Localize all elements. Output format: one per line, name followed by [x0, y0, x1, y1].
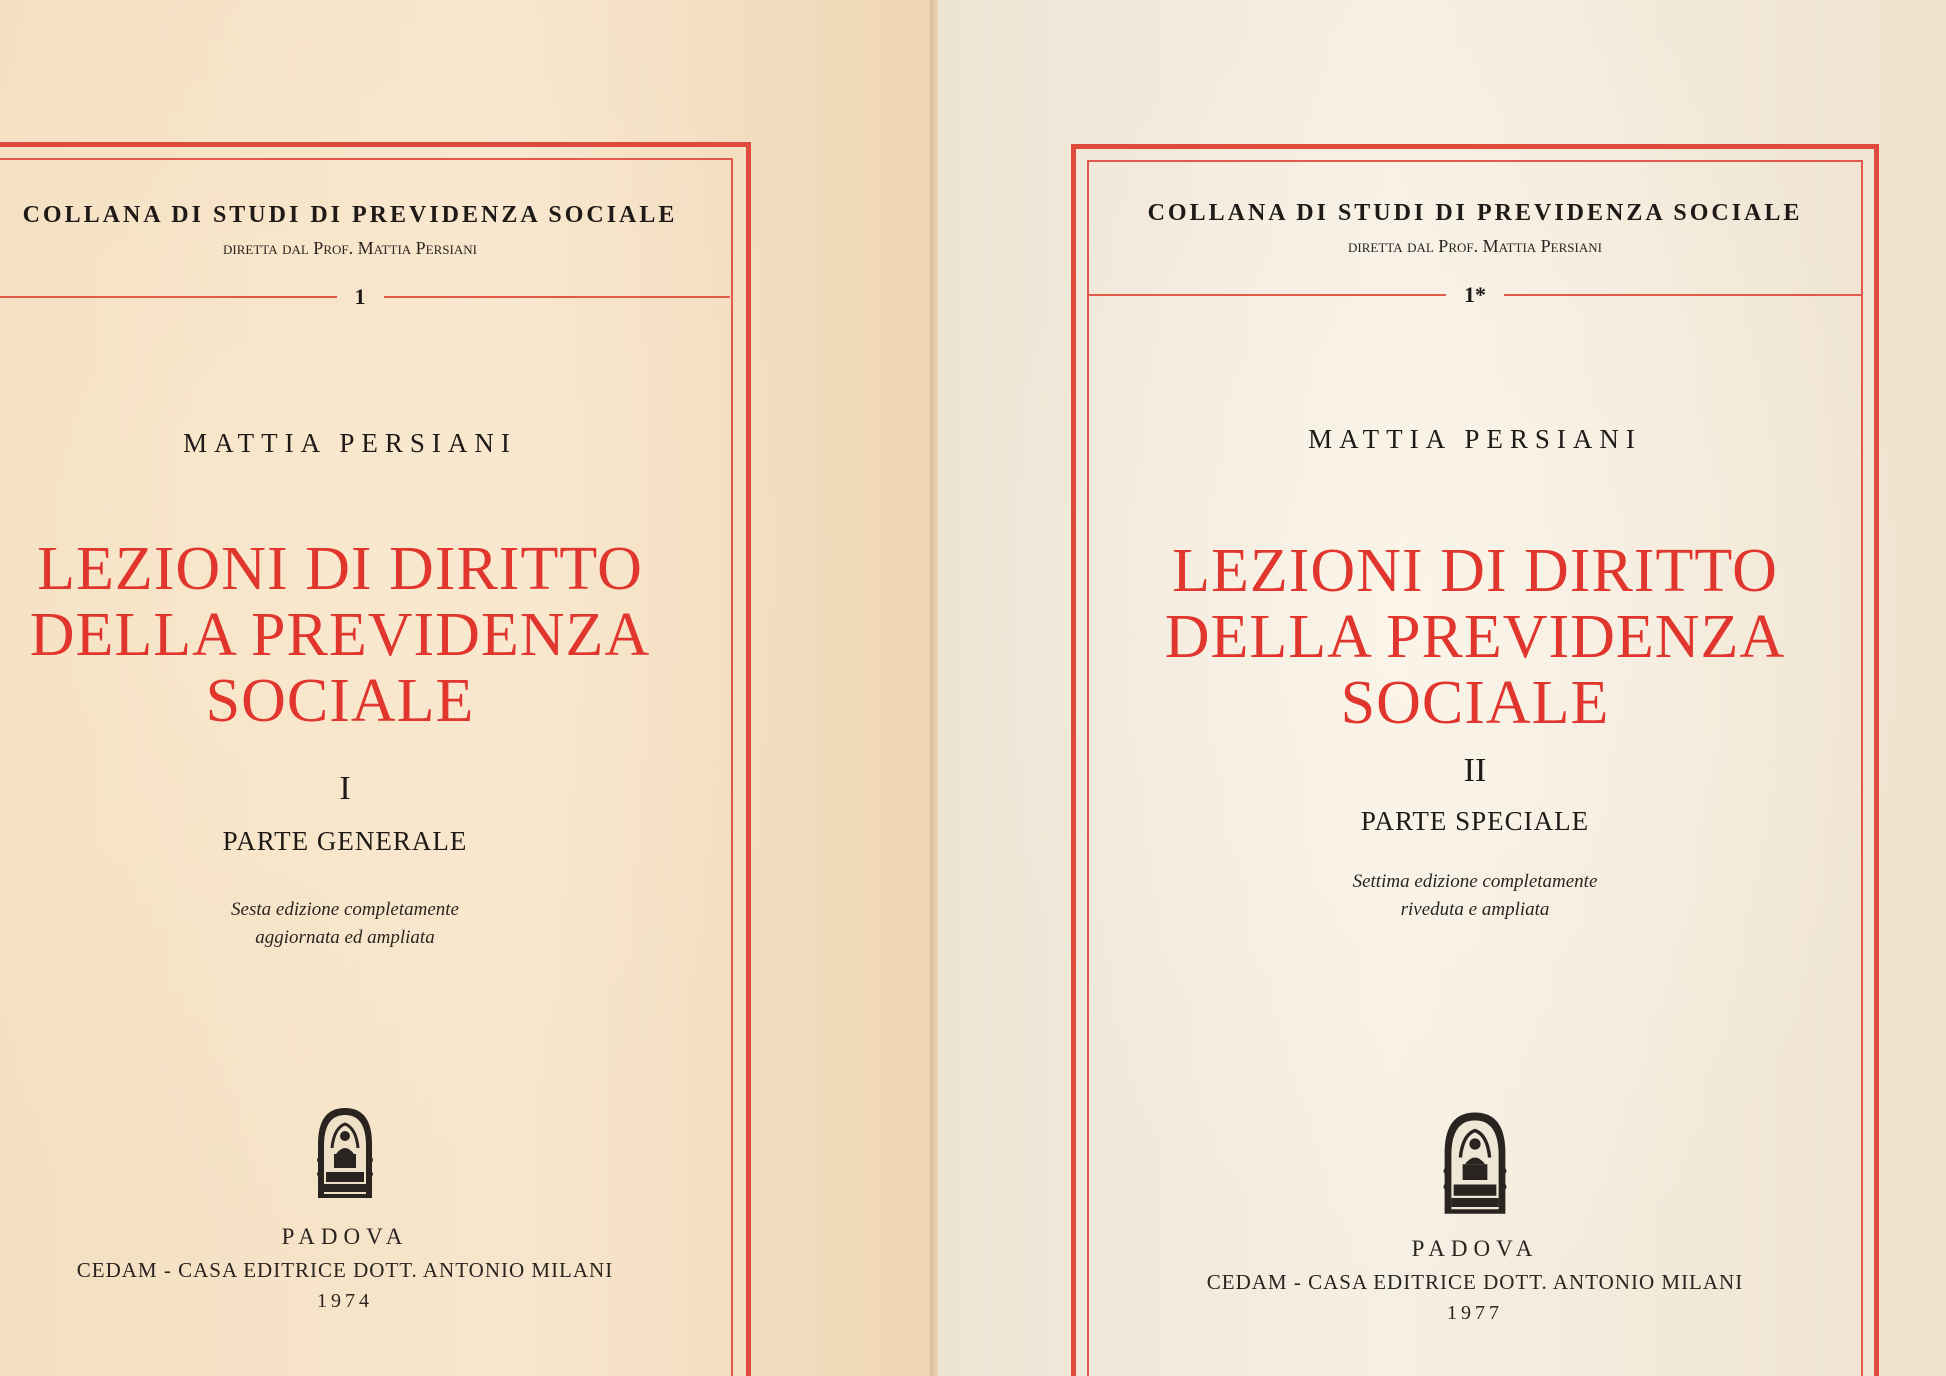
- publisher-name: CEDAM - CASA EDITRICE DOTT. ANTONIO MILANI: [76, 1258, 614, 1282]
- publisher-city: PADOVA: [281, 1224, 409, 1249]
- book-title-line-3: SOCIALE: [205, 667, 475, 735]
- volume-part: PARTE SPECIALE: [1360, 806, 1590, 836]
- author-name: MATTIA PERSIANI: [1308, 424, 1642, 454]
- edition-line-1: Sesta edizione completamente: [231, 899, 459, 920]
- series-number: 1: [354, 284, 366, 309]
- book-title-line-1: LEZIONI DI DIRITTO: [1172, 537, 1778, 605]
- book-title-line-2: DELLA PREVIDENZA: [29, 601, 651, 669]
- book-title-line-1: LEZIONI DI DIRITTO: [37, 535, 643, 603]
- volume-part: PARTE GENERALE: [222, 826, 468, 856]
- publisher-name: CEDAM - CASA EDITRICE DOTT. ANTONIO MILANI: [1206, 1270, 1744, 1294]
- publication-year: 1977: [1447, 1302, 1503, 1324]
- series-title: COLLANA DI STUDI DI PREVIDENZA SOCIALE: [22, 202, 678, 228]
- publication-year: 1974: [317, 1290, 373, 1312]
- book-cover-volume-2: [938, 0, 1946, 1376]
- publisher-emblem-icon: [312, 1104, 378, 1200]
- series-title: COLLANA DI STUDI DI PREVIDENZA SOCIALE: [1147, 200, 1803, 226]
- edition-line-1: Settima edizione completamente: [1352, 871, 1598, 892]
- book-cover-volume-1: [0, 0, 938, 1376]
- author-name: MATTIA PERSIANI: [183, 428, 517, 458]
- series-director: diretta dal Prof. Mattia Persiani: [223, 238, 477, 258]
- series-number-divider: [0, 282, 730, 312]
- series-director: diretta dal Prof. Mattia Persiani: [1348, 236, 1602, 256]
- publisher-emblem-icon: [1435, 1108, 1515, 1216]
- series-number: 1*: [1464, 282, 1486, 307]
- volume-number: II: [1463, 752, 1487, 789]
- series-number-divider: [1089, 280, 1861, 310]
- edition-line-2: riveduta e ampliata: [1400, 899, 1550, 920]
- book-title-line-3: SOCIALE: [1340, 669, 1610, 737]
- publisher-city: PADOVA: [1411, 1236, 1539, 1261]
- book-title-line-2: DELLA PREVIDENZA: [1164, 603, 1786, 671]
- edition-line-2: aggiornata ed ampliata: [255, 927, 435, 948]
- volume-number: I: [339, 770, 351, 807]
